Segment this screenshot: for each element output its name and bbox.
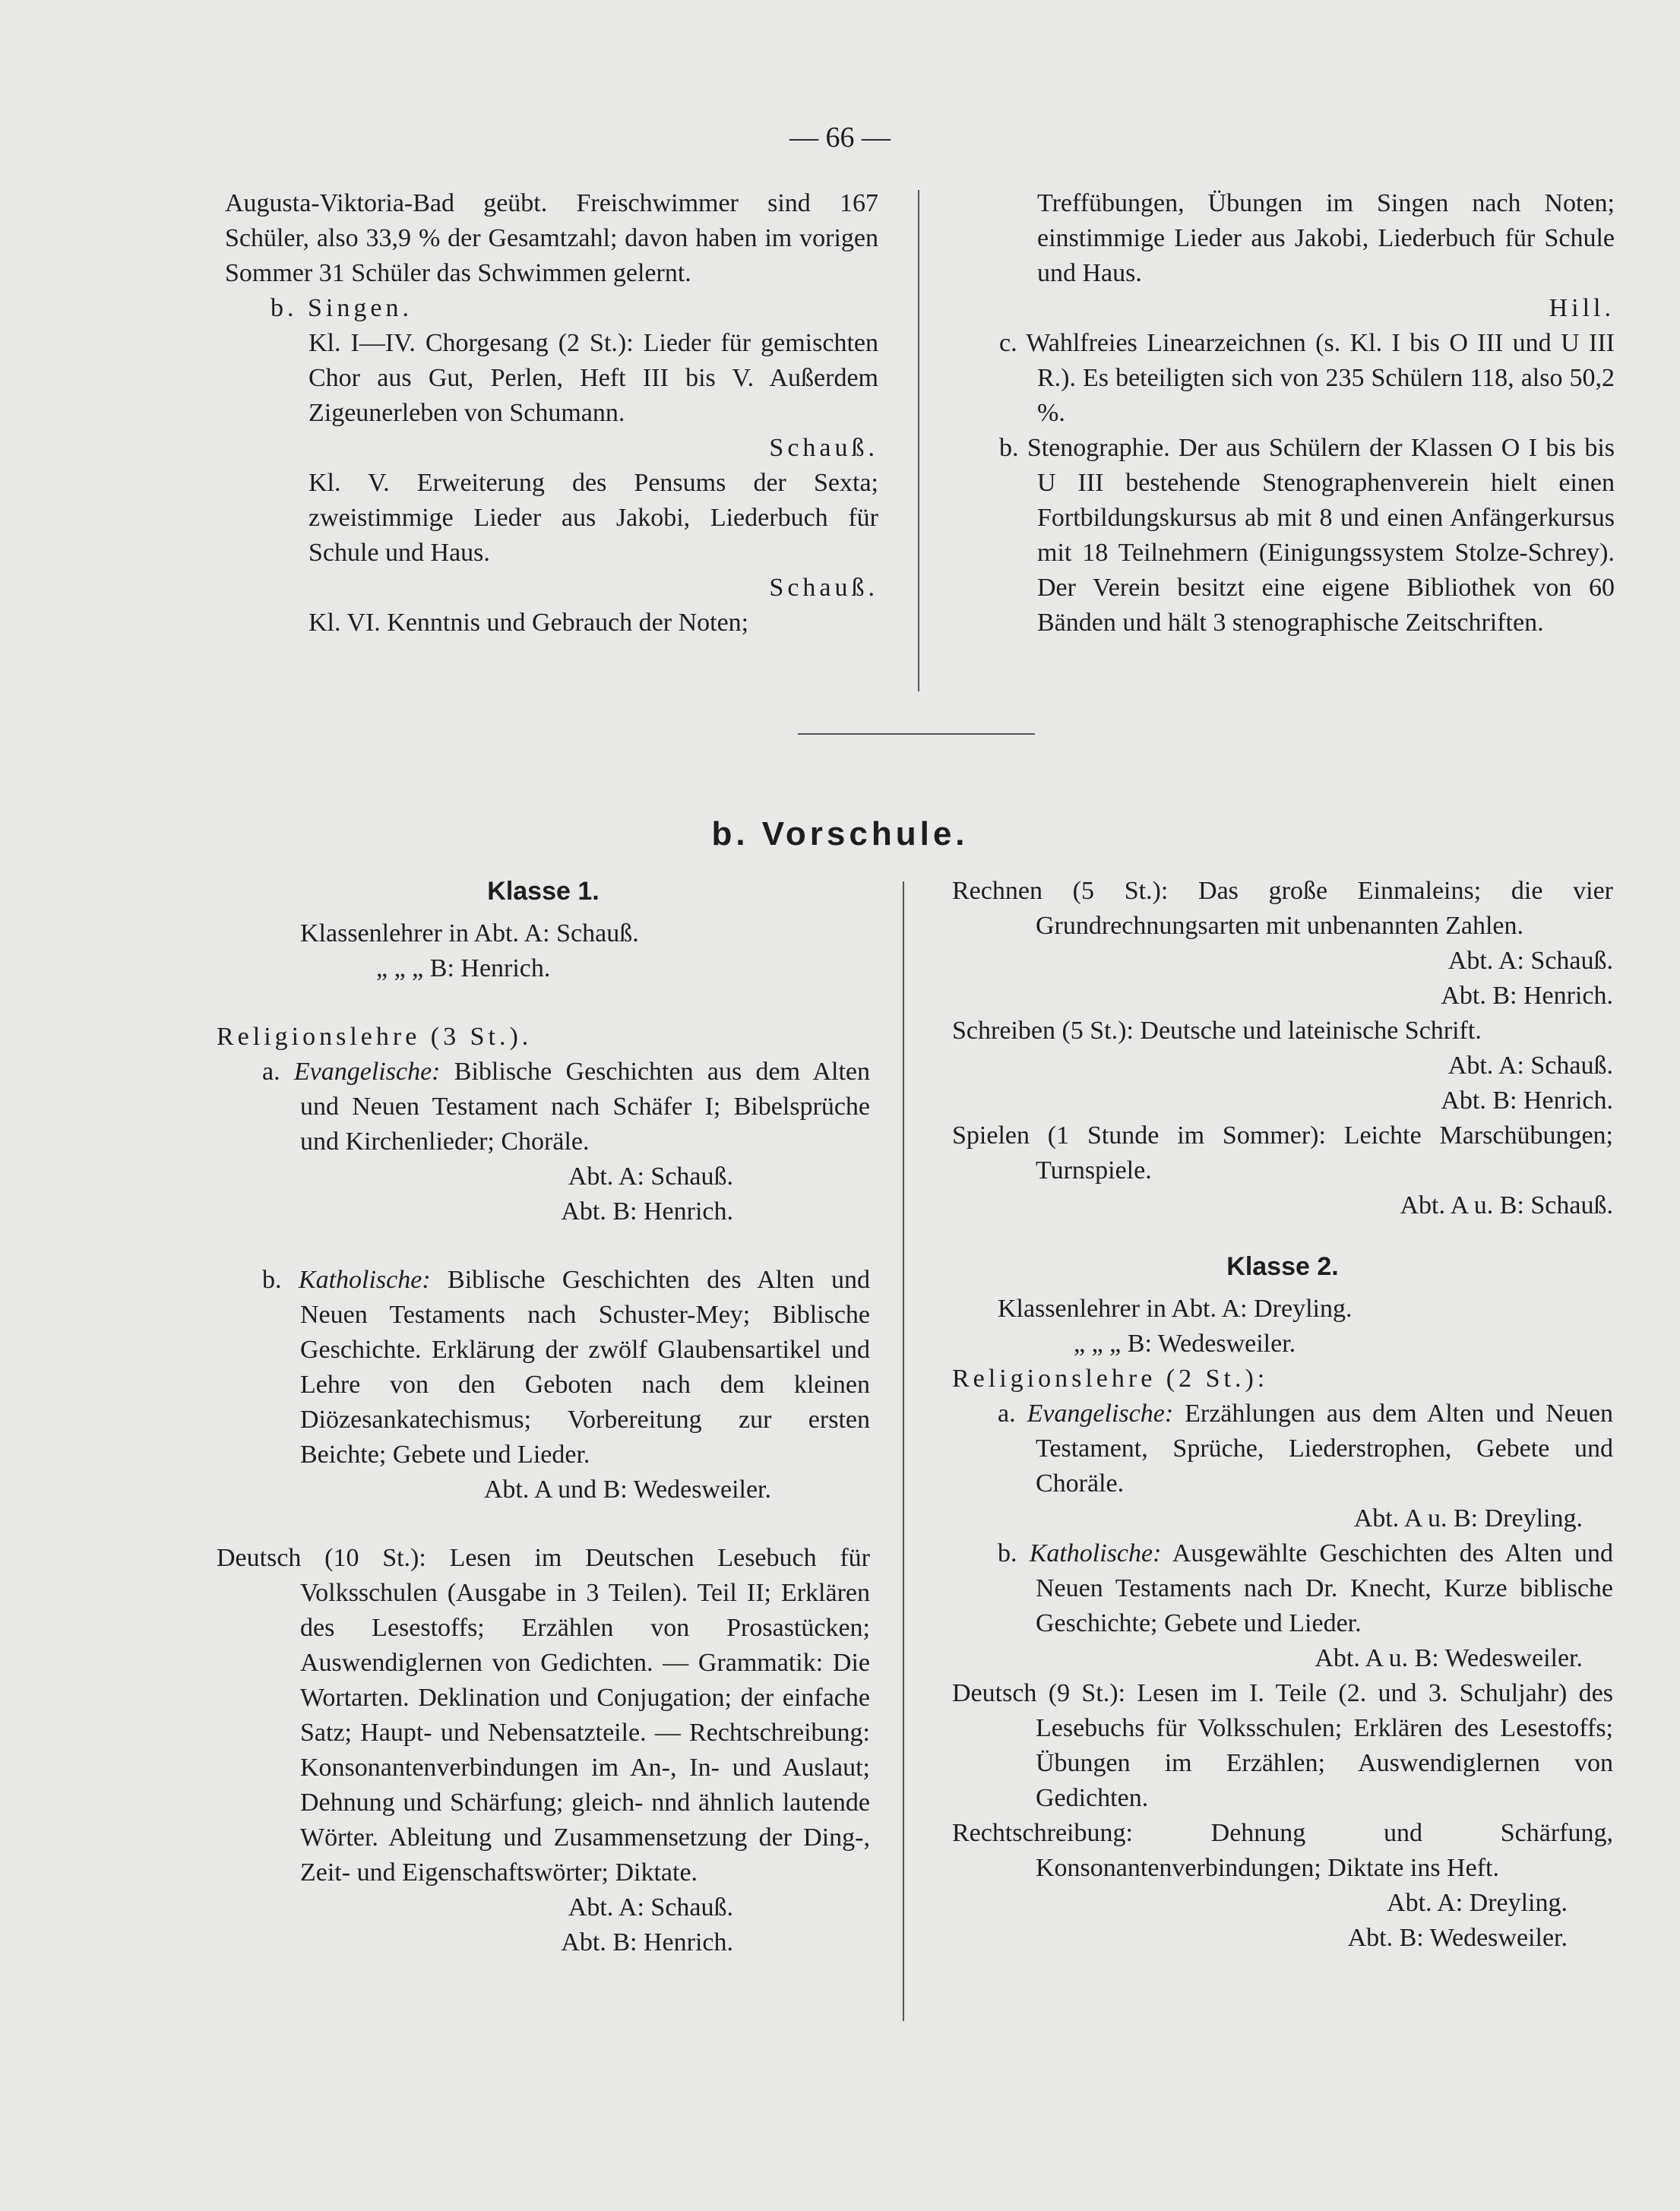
religion-heading: Religionslehre (3 St.). <box>217 1023 533 1051</box>
top-right-column <box>954 186 1615 641</box>
klassenlehrer-a: Klassenlehrer in Abt. A: Schauß. <box>300 919 639 947</box>
column-divider-top <box>918 190 919 691</box>
klasse-2-title: Klasse 2. <box>1226 1252 1339 1281</box>
evangelische-text: Biblische Geschichten aus dem Alten und Neuen Testament nach Schäfer I; Bibelsprüche und Kirchenlieder; Choräle. <box>300 1058 871 1156</box>
teacher-signature: Abt. A: Dreyling. <box>1387 1889 1568 1917</box>
stenographie-paragraph: b. Stenographie. Der aus Schülern der Klassen O I bis bis U III bestehende Stenographenverein hielt einen Fortbildungskursus ab mit 8 und einen Anfängerkursus mit 18 Teilnehmern (Einigungssystem Stolze-Schrey). Der Verein besitzt eine eigene Bibliothek von 60 Bänden und hält 3 stenographische Zeitschriften. <box>999 434 1615 637</box>
katholische-text: Ausgewählte Geschichten des Alten und Neuen Testaments nach Dr. Knecht, Kurze biblische Geschichte; Gebete und Lieder. <box>1036 1539 1614 1637</box>
teacher-signature: Abt. A: Schauß. <box>568 1162 733 1191</box>
teacher-signature: Abt. B: Henrich. <box>1441 1087 1613 1115</box>
vorschule-left-column <box>217 874 870 1960</box>
rechtschreibung-paragraph: Rechtschreibung: Dehnung und Schärfung, Konsonantenverbindungen; Diktate ins Heft. <box>952 1819 1613 1882</box>
singen-kl1-4: Kl. I—IV. Chorgesang (2 St.): Lieder für gemischten Chor aus Gut, Perlen, Heft III bis V. Außerdem Zigeunerleben von Schumann. <box>308 329 878 427</box>
teacher-signature: Abt. B: Henrich. <box>1441 982 1613 1010</box>
teacher-signature: Abt. A u. B: Dreyling. <box>1353 1504 1583 1533</box>
teacher-signature: Abt. A: Schauß. <box>568 1893 733 1922</box>
schreiben-paragraph: Schreiben (5 St.): Deutsche und lateinische Schrift. <box>952 1017 1482 1045</box>
section-title: b. Vorschule. <box>711 815 969 852</box>
page-number: — 66 — <box>789 122 891 153</box>
column-divider-bottom <box>903 881 904 2021</box>
katholische-label: Katholische: <box>1029 1539 1162 1567</box>
section-divider <box>798 733 1035 735</box>
katholische-label: Katholische: <box>298 1266 431 1294</box>
teacher-signature: Abt. A u. B: Schauß. <box>1400 1191 1613 1219</box>
evangelische-label: Evangelische: <box>293 1058 441 1086</box>
vorschule-right-column <box>952 874 1613 1956</box>
teacher-signature: Abt. A: Schauß. <box>1447 947 1613 975</box>
singen-kl6: Kl. VI. Kenntnis und Gebrauch der Noten; <box>308 609 749 637</box>
teacher-signature: Abt. A: Schauß. <box>1447 1052 1613 1080</box>
linearzeichnen-paragraph: c. Wahlfreies Linearzeichnen (s. Kl. I bis O III und U III R.). Es beteiligten sich von 235 Schülern 118, also 50,2 %. <box>999 329 1615 427</box>
spielen-paragraph: Spielen (1 Stunde im Sommer): Leichte Marschübungen; Turnspiele. <box>952 1121 1613 1185</box>
evangelische-label: Evangelische: <box>1027 1400 1174 1428</box>
evangelische-text: Erzählungen aus dem Alten und Neuen Testament, Sprüche, Liederstrophen, Gebete und Choräle. <box>1036 1400 1613 1498</box>
singen-heading: b. Singen. <box>271 294 413 322</box>
teacher-signature: Abt. A u. B: Wedesweiler. <box>1315 1644 1583 1672</box>
rechnen-paragraph: Rechnen (5 St.): Das große Einmaleins; die vier Grundrechnungsarten mit unbenannten Zahlen. <box>952 877 1613 940</box>
item-label: a. <box>262 1058 280 1086</box>
item-label: b. <box>262 1266 282 1294</box>
deutsch-paragraph: Deutsch (10 St.): Lesen im Deutschen Lesebuch für Volksschulen (Ausgabe in 3 Teilen). Teil II; Erklären des Lesestoffs; Erzählen von Prosastücken; Auswendiglernen von Gedichten. — Grammatik: Die Wortarten. Deklination und Conjugation; der einfache Satz; Haupt- und Nebensatzteile. — Rechtschreibung: Konsonantenverbindungen im An-, In- und Auslaut; Dehnung und Schärfung; gleich- nnd ähnlich lautende Wörter. Ableitung und Zusammensetzung der Ding-, Zeit- und Eigenschaftswörter; Diktate. <box>217 1544 870 1887</box>
teacher-signature: Schauß. <box>769 434 878 462</box>
singen-continuation: Treffübungen, Übungen im Singen nach Noten; einstimmige Lieder aus Jakobi, Liederbuch für Schule und Haus. <box>1037 189 1615 287</box>
katholische-text: Biblische Geschichten des Alten und Neuen Testaments nach Schuster-Mey; Biblische Geschichte. Erklärung der zwölf Glaubensartikel und Lehre von den Geboten nach dem kleinen Diözesankatechismus; Vorbereitung zur ersten Beichte; Gebete und Lieder. <box>300 1266 871 1469</box>
klassenlehrer-a: Klassenlehrer in Abt. A: Dreyling. <box>998 1295 1353 1323</box>
teacher-signature: Abt. A und B: Wedesweiler. <box>483 1476 771 1504</box>
swimming-paragraph: Augusta-Viktoria-Bad geübt. Freischwimmer sind 167 Schüler, also 33,9 % der Gesamtzahl; davon haben im vorigen Sommer 31 Schüler das Schwimmen gelernt. <box>225 189 878 287</box>
teacher-signature: Schauß. <box>769 574 878 602</box>
teacher-signature: Abt. B: Henrich. <box>561 1928 733 1956</box>
klassenlehrer-b: „ „ „ B: Henrich. <box>376 954 551 982</box>
singen-kl5: Kl. V. Erweiterung des Pensums der Sexta; zweistimmige Lieder aus Jakobi, Liederbuch für Schule und Haus. <box>308 469 878 567</box>
klasse-1-title: Klasse 1. <box>487 877 600 906</box>
klassenlehrer-b: „ „ „ B: Wedesweiler. <box>1074 1330 1296 1358</box>
teacher-signature: Abt. B: Wedesweiler. <box>1347 1924 1568 1952</box>
top-left-column <box>225 186 878 641</box>
deutsch-paragraph: Deutsch (9 St.): Lesen im I. Teile (2. und 3. Schuljahr) des Lesebuchs für Volksschulen; Erklären des Lesestoffs; Übungen im Erzählen; Auswendiglernen von Gedichten. <box>952 1679 1613 1812</box>
item-label: b. <box>998 1539 1017 1567</box>
item-label: a. <box>998 1400 1016 1428</box>
religion-heading: Religionslehre (2 St.): <box>952 1365 1269 1393</box>
teacher-signature: Abt. B: Henrich. <box>561 1197 733 1226</box>
teacher-signature: Hill. <box>1549 294 1615 322</box>
